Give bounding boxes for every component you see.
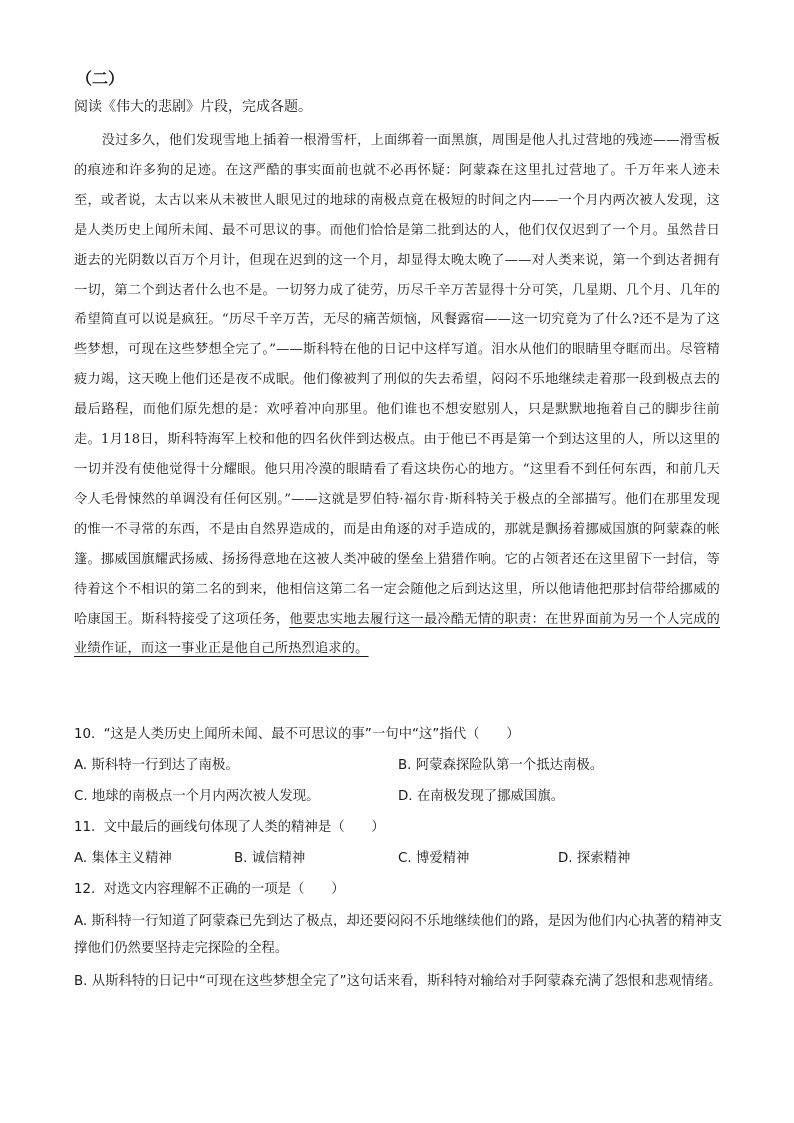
option-a[interactable]: A. 斯科特一行到达了南极。	[74, 758, 239, 773]
passage-text: 没过多久，他们发现雪地上插着一根滑雪杆，上面绑着一面黑旗，周围是他人扎过营地的残迹——滑雪板的痕迹和许多狗的足迹。在这严酷的事实面前也就不必再怀疑：阿蒙森在这里扎过营地了。千万年来人迹未至，或者说，太古以来从未被世人眼见过的地球的南极点竟在极短的时间之内——一个月内两次被人发现，这是人类历史上闻所未闻、最不可思议的事。而他们恰恰是第二批到达的人，他们仅仅迟到了一个月。虽然昔日逝去的光阴数以百万个月计，但现在迟到的这一个月，却显得太晚太晚了——对人类来说，第一个到达者拥有一切，第二个到达者什么也不是。一切努力成了徒劳，历尽千辛万苦显得十分可笑，几星期、几个月、几年的希望简直可以说是疯狂。“历尽千辛万苦，无尽的痛苦烦恼，风餐露宿——这一切究竟为了什么?还不是为了这些梦想，可现在这些梦想全完了。”——斯科特在他的日记中这样写道。泪水从他们的眼睛里夺眶而出。尽管精疲力竭，这天晚上他们还是夜不成眠。他们像被判了刑似的失去希望，闷闷不乐地继续走着那一段到极点去的最后路程，而他们原先想的是：欢呼着冲向那里。他们谁也不想安慰别人，只是默默地拖着自己的脚步往前走。1月18日，斯科特海军上校和他的四名伙伴到达极点。由于他已不再是第一个到达这里的人，所以这里的一切并没有使他觉得十分耀眼。他只用冷漠的眼睛看了看这块伤心的地方。“这里看不到任何东西，和前几天令人毛骨悚然的单调没有任何区别。”——这就是罗伯特·福尔肯·斯科特关于极点的全部描写。他们在那里发现的惟一不寻常的东西，不是由自然界造成的，而是由角逐的对手造成的，那就是飘扬着挪威国旗的阿蒙森的帐篷。挪威国旗耀武扬威、扬扬得意地在这被人类冲破的堡垒上猎猎作响。它的占领者还在这里留下一封信，等待着这个不相识的第二名的到来，他相信这第二名一定会随他之后到达这里，所以他请他把那封信带给挪威的哈康国王。斯科特接受了这项任务，	[74, 133, 720, 627]
question-11-stem	[74, 812, 722, 843]
option-a[interactable]: A. 集体主义精神	[74, 851, 172, 866]
option-a[interactable]: A. 斯科特一行知道了阿蒙森已先到达了极点，却还要闷闷不乐地继续他们的路，是因为他们内心执著的精神支撑他们仍然要坚持走完探险的全程。	[74, 914, 722, 956]
option-d[interactable]: D. 探索精神	[558, 851, 631, 866]
question-stem: 文中最后的画线句体现了人类的精神是（ ）	[103, 820, 385, 835]
option-c[interactable]: C. 博爱精神	[398, 851, 470, 866]
reading-instruction: 阅读《伟大的悲剧》片段，完成各题。	[74, 99, 312, 115]
question-10-options-row-2	[74, 781, 722, 812]
option-d[interactable]: D. 在南极发现了挪威国旗。	[398, 789, 565, 804]
underlined-sentence: 他要忠实地去履行这一最冷酷无情的职责：在世界面前为另一个人完成的业绩作证，而这一事业正是他自己所热烈追求的。	[74, 611, 720, 657]
question-stem: 对选文内容理解不正确的一项是（ ）	[103, 882, 345, 897]
question-list	[74, 719, 722, 995]
question-number: 10.	[74, 727, 96, 742]
section-title: （二）	[76, 69, 125, 88]
question-number: 11.	[74, 820, 96, 835]
question-number: 12.	[74, 882, 96, 897]
option-b[interactable]: B. 从斯科特的日记中“可现在这些梦想全完了”这句话来看，斯科特对输给对手阿蒙森充满了怨恨和悲观情绪。	[74, 974, 722, 989]
question-stem: “这是人类历史上闻所未闻、最不可思议的事”一句中“这”指代（ ）	[103, 727, 520, 742]
option-b[interactable]: B. 诚信精神	[234, 851, 306, 866]
reading-passage	[74, 126, 720, 664]
question-11-options-row	[74, 843, 722, 874]
question-10-stem	[74, 719, 722, 750]
option-b[interactable]: B. 阿蒙森探险队第一个抵达南极。	[398, 758, 604, 773]
option-c[interactable]: C. 地球的南极点一个月内两次被人发现。	[74, 789, 320, 804]
question-10-options-row-1	[74, 750, 722, 781]
question-12-stem	[74, 874, 722, 905]
